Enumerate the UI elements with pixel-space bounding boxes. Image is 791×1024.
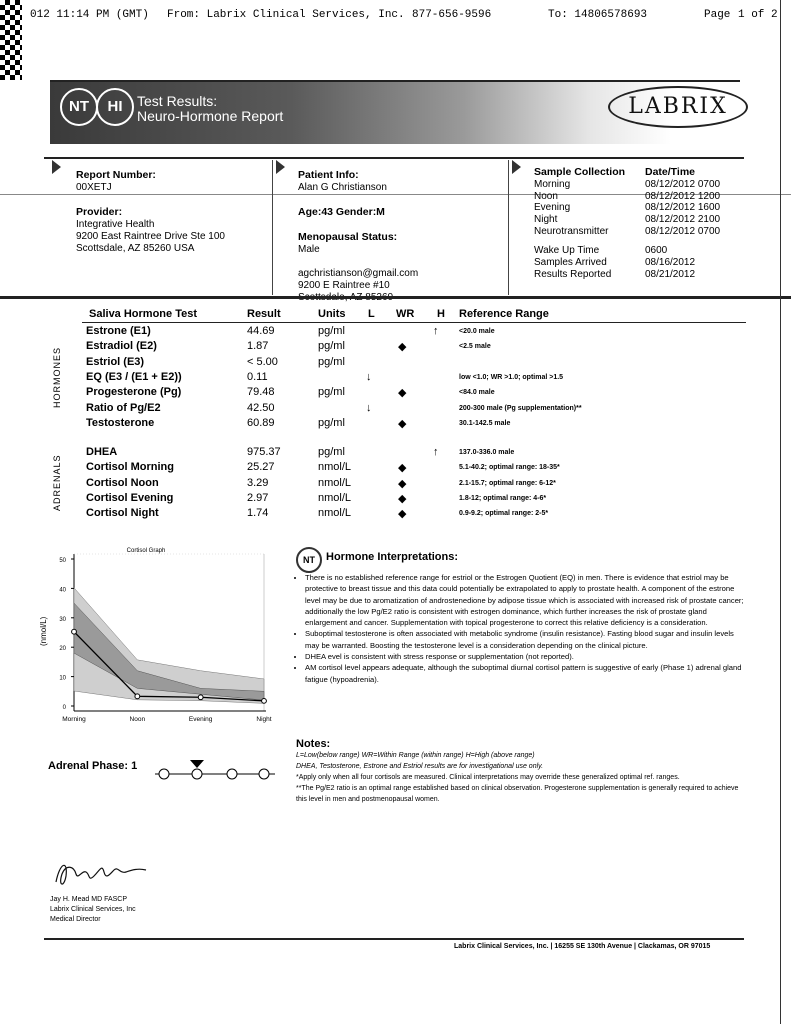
cell-ref: 2.1-15.7; optimal range: 6-12* [459,479,556,487]
fax-phone: 877-656-9596 [412,9,492,21]
hi-logo-circle: HI [96,88,134,126]
cell-name: Cortisol Night [86,507,159,520]
cell-name: Cortisol Evening [86,491,174,504]
cell-units: pg/ml [318,416,345,429]
cell-name: Cortisol Morning [86,461,174,474]
banner-line2: Neuro-Hormone Report [137,108,284,124]
within-range-icon: ◆ [398,417,407,430]
patient-email: agchristianson@gmail.com [298,268,419,279]
chart-ylabel: (nmol/L) [39,616,48,646]
within-range-icon: ◆ [398,462,407,475]
column-divider [272,160,273,295]
patient-info [298,169,418,304]
note-line: DHEA, Testosterone, Estrone and Estriol results are for investigational use only. [296,763,544,770]
collection-row-label: Morning [534,179,571,190]
table-row [0,446,791,461]
report-info [76,169,225,255]
collection-row [534,202,734,214]
table-header-rule [82,322,746,323]
y-tick-label: 0 [62,705,66,711]
cortisol-chart [34,546,274,726]
fax-page-label: Page [704,9,731,21]
collection-row-value: 08/12/2012 1200 [645,190,721,202]
fax-checker-mark [0,0,22,80]
cell-units: pg/ml [318,446,345,458]
within-range-icon: ◆ [398,508,407,521]
patient-info-label: Patient Info: [298,169,359,181]
collection-row-label: Neurotransmitter [534,225,609,237]
footer-address: Labrix Clinical Services, Inc. | 16255 SE 130th Avenue | Clackamas, OR 97015 [454,943,711,950]
collection-row-value: 08/21/2012 [645,268,696,280]
patient-age-gender: Age:43 Gender:M [298,206,385,218]
provider-label: Provider: [76,206,123,218]
cell-result: 44.69 [247,325,275,337]
cell-units: nmol/L [318,461,352,474]
cell-ref: low <1.0; WR >1.0; optimal >1.5 [459,373,564,381]
labrix-logo: LABRIX [608,86,748,128]
table-row [0,371,791,386]
y-tick-label: 30 [59,616,66,623]
collection-row-value: 08/16/2012 [645,257,696,269]
notes-title: Notes: [296,738,331,750]
report-number-label: Report Number: [76,169,156,181]
cell-ref: <84.0 male [459,389,495,397]
x-tick-label: Morning [62,716,86,723]
cell-units: pg/ml [318,340,345,353]
footer-rule [44,938,744,940]
chart-title: Cortisol Graph [126,548,166,554]
fax-page-count: 1 of 2 [738,9,778,21]
cell-name: Testosterone [86,416,155,429]
cell-ref: 200-300 male (Pg supplementation)** [459,404,582,412]
cell-ref: 0.9-9.2; optimal range: 2-5* [459,510,549,518]
col-header-wr: WR [396,308,415,320]
within-range-icon: ◆ [398,477,407,490]
interpretation-item: • AM cortisol level appears adequate, although the suboptimal diurnal cortisol pattern is suggestive of early (Phase 1) adrenal gland fatigue (hypoadrenia). [305,662,746,685]
phase-pointer-icon [190,760,204,768]
collection-row-value: 08/12/2012 2100 [645,214,721,226]
col-header-units: Units [318,308,346,320]
note-line: **The Pg/E2 ratio is an optimal range established based on clinical observation. Progesterone supplementation is generally required to achieve this level in men and postmenopausal women. [296,785,739,803]
adrenals-side-label: ADRENALS [52,454,62,511]
cortisol-point [135,694,140,699]
cell-ref: <2.5 male [459,343,491,351]
table-row [0,507,791,522]
banner-title [137,94,283,124]
cell-ref: 1.8-12; optimal range: 4-6* [459,494,547,502]
cell-name: Progesterone (Pg) [86,386,182,399]
divider [44,157,744,159]
provider-line: 9200 East Raintree Drive Ste 100 [76,231,225,242]
cortisol-point [72,629,77,634]
nthi-small-logo-icon: NT [296,547,322,573]
collection-row [534,179,734,191]
collection-row [534,191,734,203]
collection-row-value: 08/12/2012 0700 [645,225,721,237]
within-range-icon: ◆ [398,387,407,400]
cell-result: 1.87 [247,340,269,353]
sample-collection [534,166,734,281]
col-header-high: H [437,308,445,320]
cell-result: 3.29 [247,476,269,489]
collection-row-value: 08/12/2012 0700 [645,179,721,190]
notes-body [296,750,746,805]
divider [0,296,791,299]
column-divider [508,160,509,295]
collection-row-label: Wake Up Time [534,245,600,257]
cell-ref: 30.1-142.5 male [459,419,511,427]
phase-marker-icon [159,769,169,779]
collection-row-label: Noon [534,190,558,202]
cell-result: 975.37 [247,446,281,458]
table-row [0,402,791,417]
cell-units: pg/ml [318,386,345,399]
collection-row [534,245,734,257]
interpretation-item: • Suboptimal testosterone is often associated with metabolic syndrome (insulin resistance). Fasting blood sugar and insulin levels may be warranted. Boosting the testosterone level is a consideration depending on the clinical picture. [305,628,746,651]
cell-result: 60.89 [247,416,275,429]
banner-line1: Test Results: [137,93,218,109]
cell-name: DHEA [86,446,118,458]
page-edge [780,0,781,1024]
table-row [0,492,791,507]
table-row [0,461,791,476]
collection-row [534,214,734,226]
y-tick-label: 40 [59,587,66,594]
provider-line: Integrative Health [76,219,155,230]
cell-result: 42.50 [247,401,275,414]
hormones-side-label: HORMONES [52,346,62,408]
patient-address: 9200 E Raintree #10 [298,280,390,291]
datetime-header: Date/Time [645,166,695,178]
interpretation-item: • DHEA evel is consistent with stress response or supplementation (not reported). [305,651,746,662]
signature-block [50,895,136,925]
note-line: L=Low(below range) WR=Within Range (within range) H=High (above range) [296,752,535,759]
provider-line: Scottsdale, AZ 85260 USA [76,243,195,254]
high-arrow-icon: ↑ [433,325,439,337]
cell-name: Cortisol Noon [86,476,159,489]
y-tick-label: 20 [59,646,66,653]
patient-name: Alan G Christianson [298,182,387,193]
cortisol-point [262,698,267,703]
menopausal-label: Menopausal Status: [298,231,398,243]
signer-name: Jay H. Mead MD FASCP [50,896,128,903]
collection-row-value: 0600 [645,245,668,257]
cell-ref: <20.0 male [459,328,495,335]
y-tick-label: 10 [59,675,66,682]
table-row [0,386,791,401]
collection-row-label: Evening [534,202,571,214]
low-arrow-icon: ↓ [366,401,372,414]
cell-name: Ratio of Pg/E2 [86,401,161,414]
table-row [0,417,791,432]
collection-row [534,226,734,238]
collection-row [534,269,734,281]
x-tick-label: Noon [129,716,146,723]
col-header-reference: Reference Range [459,308,549,320]
cell-units: nmol/L [318,476,352,489]
cell-name: EQ (E3 / (E1 + E2)) [86,370,182,383]
collection-row-value: 08/12/2012 1600 [645,202,721,214]
phase-marker-icon [259,769,269,779]
col-header-low: L [368,308,375,320]
x-tick-label: Evening [188,716,213,723]
collection-header: Sample Collection [534,166,626,178]
interpretations-title: Hormone Interpretations: [326,551,459,563]
cell-result: 2.97 [247,491,269,504]
fax-from: From: Labrix Clinical Services, Inc. [167,9,405,21]
collection-row-label: Results Reported [534,268,612,280]
adrenal-phase-label: Adrenal Phase: 1 [48,760,138,772]
collection-row-label: Samples Arrived [534,257,607,269]
y-tick-label: 50 [59,558,66,564]
collection-row [534,257,734,269]
x-tick-label: Night [256,716,272,723]
menopausal-value: Male [298,244,320,255]
cell-name: Estradiol (E2) [86,340,157,353]
table-row [0,477,791,492]
cell-result: 25.27 [247,461,275,474]
section-marker-icon [52,160,61,174]
fax-time: 012 11:14 PM (GMT) [30,9,149,21]
table-row [0,356,791,371]
phase-marker-icon [227,769,237,779]
note-line: *Apply only when all four cortisols are measured. Clinical interpretations may override these generalized optimal ref. ranges. [296,774,680,781]
col-header-result: Result [247,308,281,320]
cell-units: pg/ml [318,325,345,337]
signature-image [50,852,160,892]
report-number: 00XETJ [76,182,112,193]
cell-units: nmol/L [318,507,352,520]
cell-ref: 5.1-40.2; optimal range: 18-35* [459,464,560,472]
cell-result: < 5.00 [247,355,278,368]
collection-row-label: Night [534,214,558,226]
low-arrow-icon: ↓ [366,370,372,383]
interpretation-item: • There is no established reference range for estriol or the Estrogen Quotient (EQ) in men. There is evidence that estriol may be protective to breast tissue and this data could potentially be extrapolated to apply to prostate health. A component of the estrone level may be due to aromatization of androstenedione by adipose tissue which is associated with increased risk of prostate cancer; additionally the low Pg/E2 ratio is consistent with estrogen dominance, which further increases the risk of prostate gland enlargement and cancer. Supplementation with topical progesterone to correct this relative deficiency is a consideration. [305,572,746,628]
section-marker-icon [276,160,285,174]
interpretations-list [296,572,746,685]
signer-company: Labrix Clinical Services, Inc [50,906,136,913]
phase-marker-icon [192,769,202,779]
table-row [0,340,791,355]
within-range-icon: ◆ [398,492,407,505]
within-range-icon: ◆ [398,341,407,354]
col-header-test: Saliva Hormone Test [89,308,197,320]
cell-units: pg/ml [318,355,345,368]
cell-name: Estrone (E1) [86,325,151,337]
fax-to: To: 14806578693 [548,9,648,21]
cell-units: nmol/L [318,491,352,504]
nt-logo-circle: NT [60,88,98,126]
cell-name: Estriol (E3) [86,355,145,368]
high-arrow-icon: ↑ [433,446,439,458]
cell-result: 79.48 [247,386,275,399]
cortisol-point [198,695,203,700]
cell-result: 1.74 [247,507,269,520]
adrenal-phase-scale [150,758,280,788]
cell-result: 0.11 [247,370,268,383]
signer-title: Medical Director [50,916,101,923]
cell-ref: 137.0-336.0 male [459,449,515,456]
section-marker-icon [512,160,521,174]
table-row [0,325,791,340]
